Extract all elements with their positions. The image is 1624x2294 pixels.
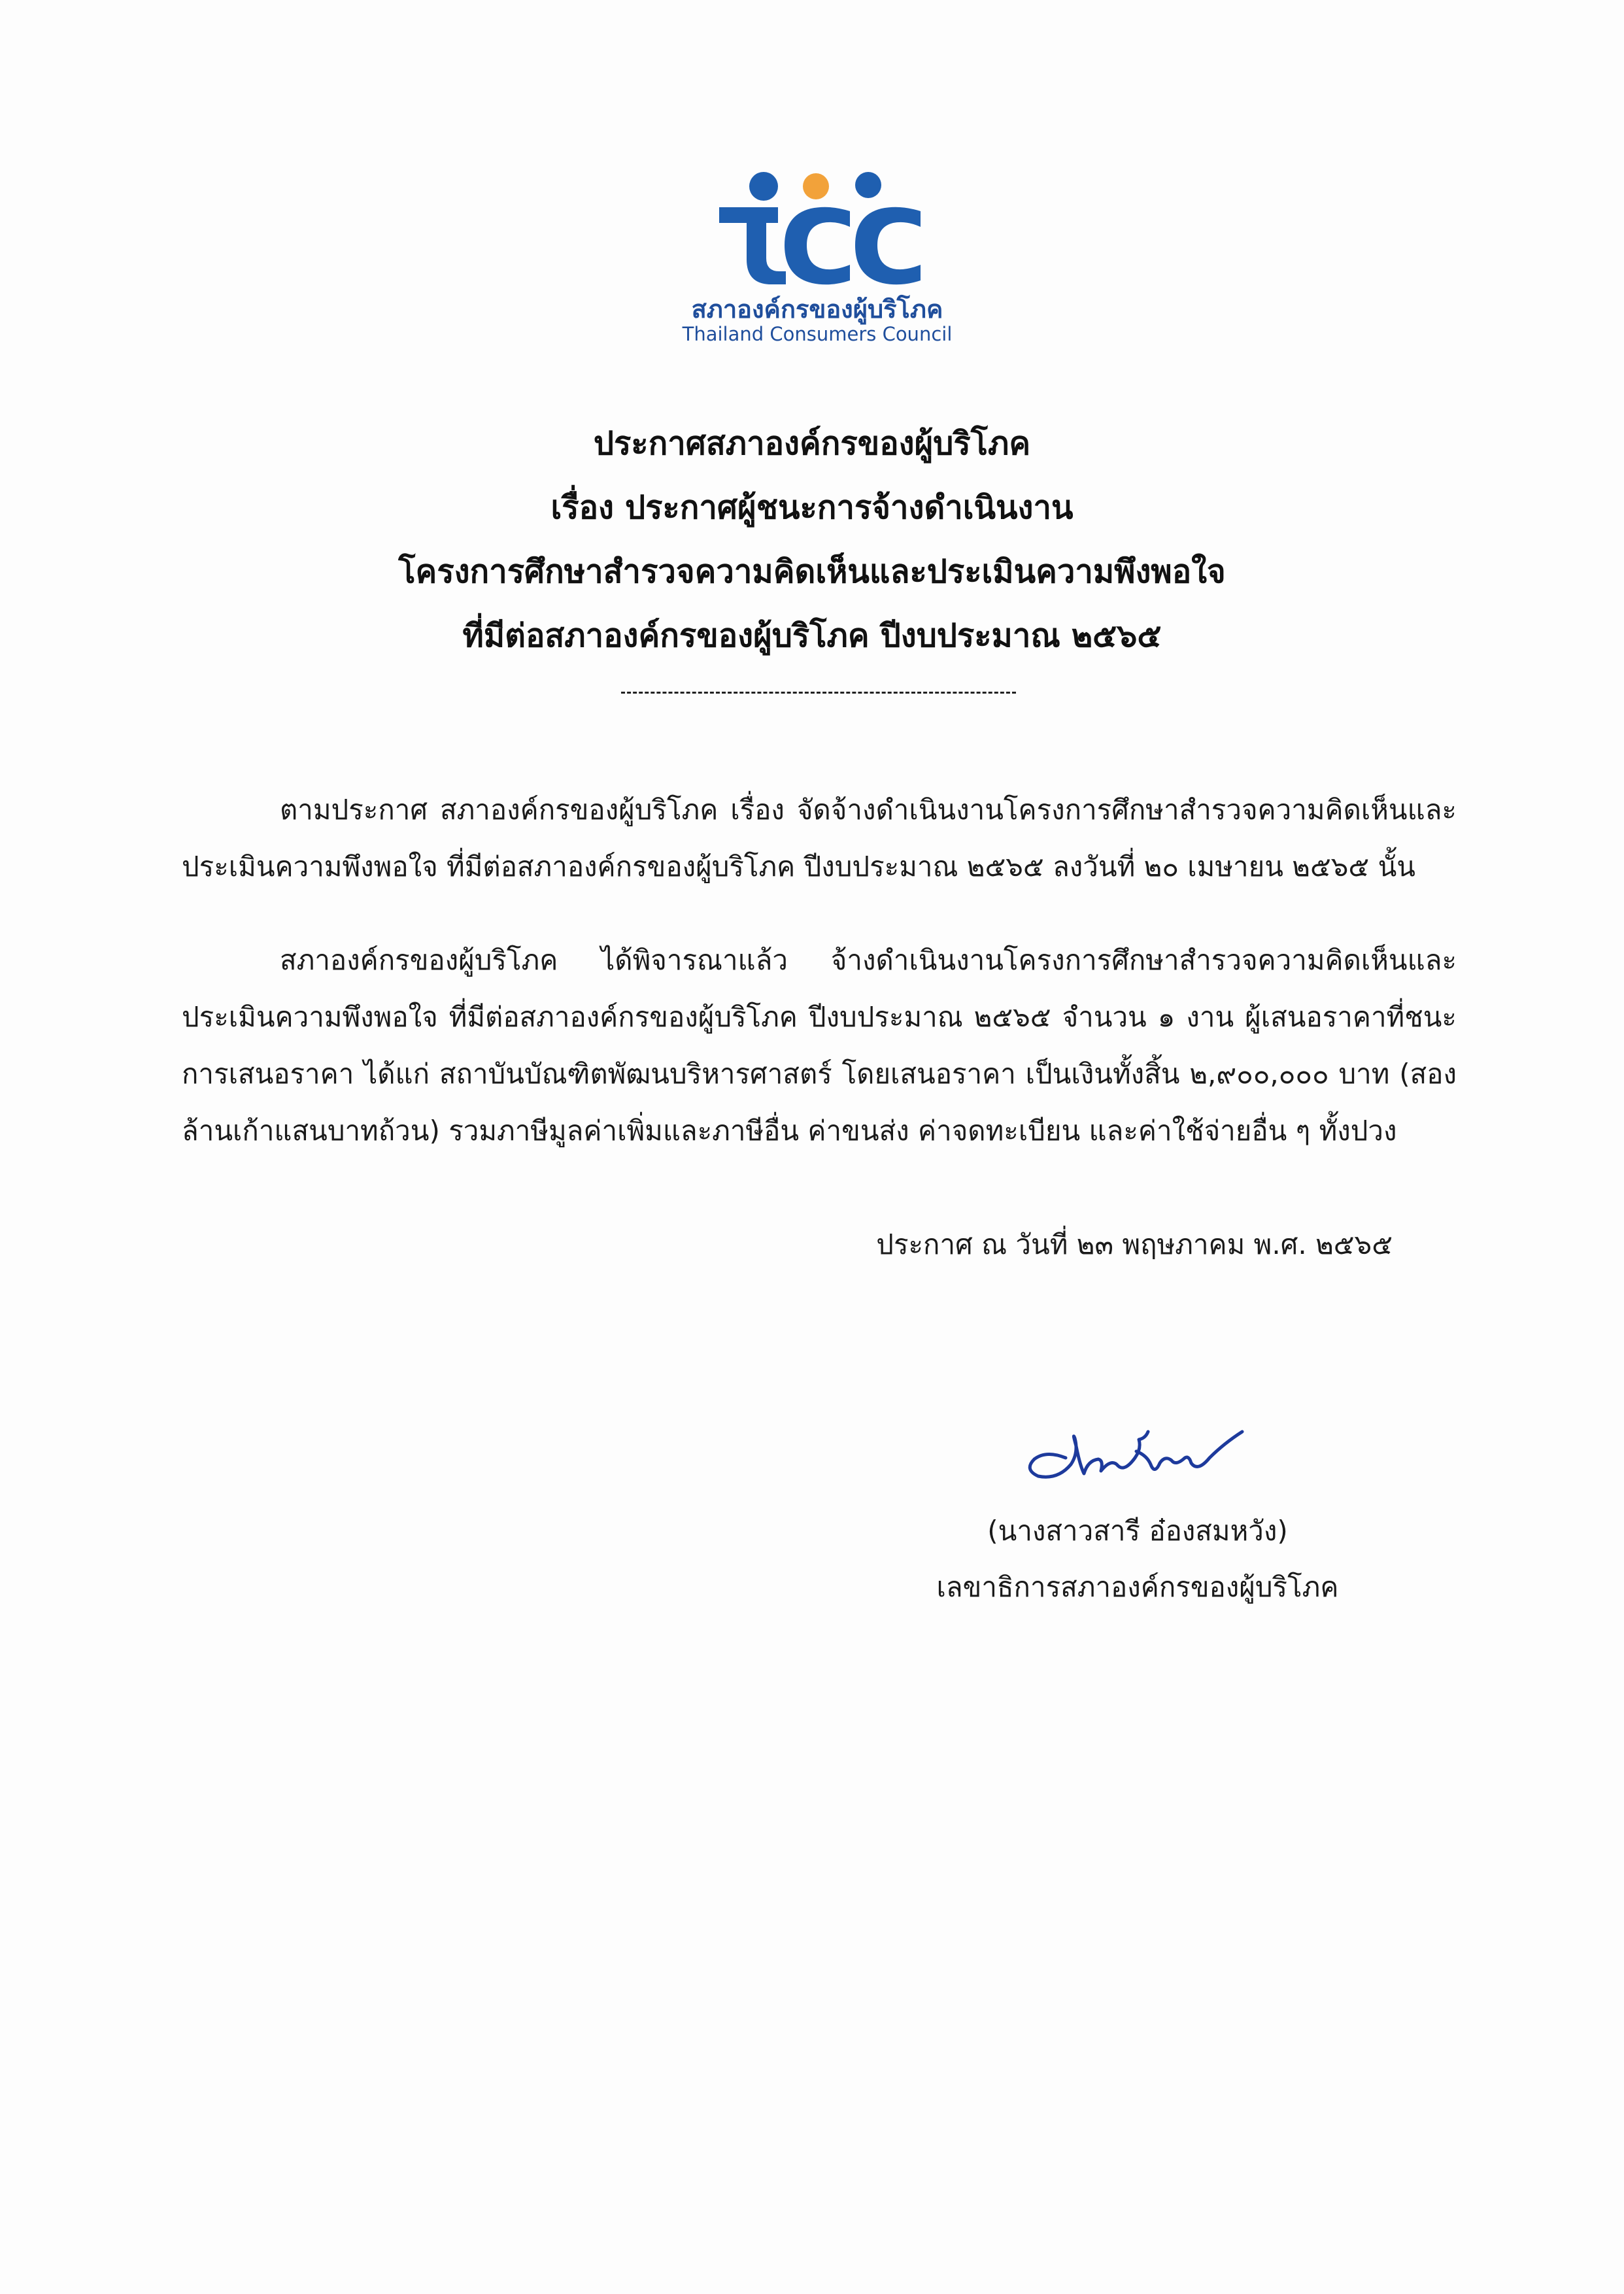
announcement-date: ประกาศ ณ วันที่ ๒๓ พฤษภาคม พ.ศ. ๒๕๖๕ [876, 1228, 1393, 1260]
logo-dot-right [855, 172, 881, 198]
logo-dot-left [749, 172, 778, 201]
title-divider [621, 692, 1016, 694]
signer-position: เลขาธิการสภาองค์กรของผู้บริโภค [936, 1571, 1339, 1603]
tcc-logo-mark [673, 167, 961, 291]
logo-dot-middle [803, 173, 829, 199]
announcement-title [262, 412, 1362, 668]
signer-name: (นางสาวสารี อ๋องสมหวัง) [987, 1515, 1288, 1547]
title-line-4: ที่มีต่อสภาองค์กรของผู้บริโภค ปีงบประมาณ ๒๕๖๕ [462, 617, 1162, 654]
logo-letter-c1 [785, 207, 850, 285]
body-paragraph-1 [182, 781, 1457, 895]
logo-letter-t [719, 207, 786, 284]
title-line-2: เรื่อง ประกาศผู้ชนะการจ้างดำเนินงาน [550, 489, 1074, 526]
body-paragraph-1-text: ตามประกาศ สภาองค์กรของผู้บริโภค เรื่อง จัดจ้างดำเนินงานโครงการศึกษาสำรวจความคิดเห็นและประเมินความพึงพอใจ ที่มีต่อสภาองค์กรของผู้บริโภค ปีงบประมาณ ๒๕๖๕ ลงวันที่ ๒๐ เมษายน ๒๕๖๕ นั้น [182, 794, 1457, 883]
title-line-3: โครงการศึกษาสำรวจความคิดเห็นและประเมินความพึงพอใจ [398, 553, 1226, 590]
logo-letter-c2 [855, 207, 921, 285]
logo-org-name-en: Thailand Consumers Council [682, 323, 953, 345]
body-paragraph-2-text: สภาองค์กรของผู้บริโภค ได้พิจารณาแล้ว จ้างดำเนินงานโครงการศึกษาสำรวจความคิดเห็นและประเมินความพึงพอใจ ที่มีต่อสภาองค์กรของผู้บริโภค ปีงบประมาณ ๒๕๖๕ จำนวน ๑ งาน ผู้เสนอราคาที่ชนะการเสนอราคา ได้แก่ สถาบันบัณฑิตพัฒนบริหารศาสตร์ โดยเสนอราคา เป็นเงินทั้งสิ้น ๒,๙๐๐,๐๐๐ บาท (สองล้านเก้าแสนบาทถ้วน) รวมภาษีมูลค่าเพิ่มและภาษีอื่น ค่าขนส่ง ค่าจดทะเบียน และค่าใช้จ่ายอื่น ๆ ทั้งปวง [182, 944, 1457, 1147]
handwritten-signature [1020, 1412, 1281, 1491]
title-line-1: ประกาศสภาองค์กรของผู้บริโภค [593, 425, 1031, 462]
body-paragraph-2 [182, 932, 1457, 1159]
logo-org-name-th: สภาองค์กรของผู้บริโภค [691, 295, 943, 324]
